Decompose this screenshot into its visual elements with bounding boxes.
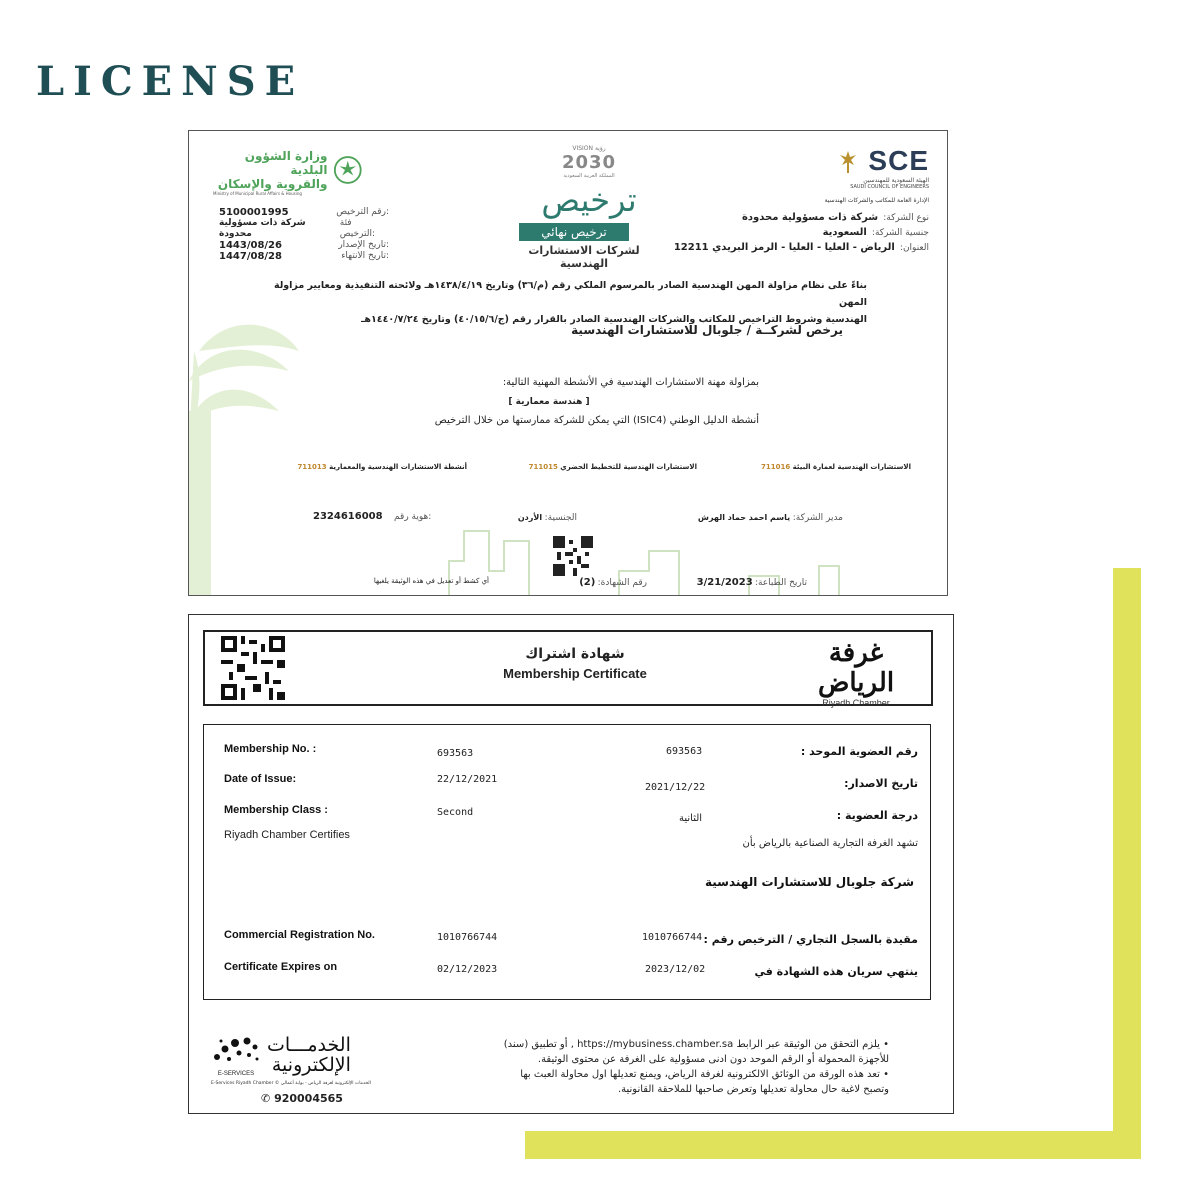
membership-class-value-ar: الثانية [679, 813, 703, 824]
void-note: أي كشط أو تعديل في هذه الوثيقة يلغيها [373, 577, 489, 585]
company-type-field: نوع الشركة: شركة ذات مسؤولية محدودة [741, 212, 929, 223]
sce-logo-block [789, 145, 929, 190]
chamber-logo-en: Riyadh Chamber [822, 698, 890, 708]
cr-number-value: 1010766744 [437, 932, 498, 943]
eservices-dots-icon [211, 1033, 261, 1067]
activity-item: أنشطة الاستشارات الهندسية والمعمارية 711013 [297, 463, 467, 471]
membership-no-value: 693563 [437, 748, 474, 759]
practice-line: بمزاولة مهنة الاستشارات الهندسية في الأنشطة المهنية التالية: [502, 377, 759, 388]
activity-name: [ هندسة معمارية ] [508, 397, 590, 407]
license-info-fields [219, 207, 389, 262]
cr-number-label-ar: مقيدة بالسجل التجاري / الترخيص رقم : [703, 933, 918, 946]
palm-swords-emblem-icon [834, 147, 862, 175]
final-license-badge: ترخيص نهائي [519, 223, 629, 241]
sce-logo-text: SCE [868, 145, 929, 176]
id-field: 2324616008 هوية رقم: [313, 511, 432, 522]
expiry-label-ar: ينتهي سريان هذه الشهادة في [754, 965, 918, 978]
company-name: شركة جلوبال للاستشارات الهندسية [704, 875, 914, 889]
expiry-label: Certificate Expires on [224, 961, 338, 973]
certificate-qr-code [221, 636, 285, 700]
issue-date-field: 1443/08/26 تاريخ الإصدار: [219, 240, 389, 251]
activity-item: الاستشارات الهندسية لعمارة البيئة 711016 [761, 463, 911, 471]
eservices-logo [211, 1033, 401, 1105]
palm-watermark [189, 311, 309, 596]
issue-date-label-ar: تاريخ الاصدار: [844, 777, 918, 790]
sce-name-ar: الهيئة السعودية للمهندسين [863, 177, 929, 184]
company-address-field: العنوان: الرياض - العليا - العليا - الرمز البريدي 12211 [673, 242, 929, 253]
ministry-name-line2: والقروية والإسكان [217, 177, 328, 191]
license-calligraphy: ترخيص [541, 181, 637, 219]
nationality-field: الجنسية: الأردن [517, 513, 577, 523]
license-document [188, 130, 948, 596]
licensee-line: يرخص لشركــة / جلوبال للاستشارات الهندسية [571, 323, 843, 337]
expiry-value: 02/12/2023 [437, 964, 498, 975]
ministry-name-line1: وزارة الشؤون البلدية [244, 149, 328, 177]
membership-no-label-ar: رقم العضوية الموحد : [800, 745, 918, 758]
cr-number-label: Commercial Registration No. [224, 929, 375, 941]
note-item: • تعد هذه الورقة من الوثائق الالكترونية لغرفة الرياض، ويمنع تعديلها اول محاولة العبث بها [520, 1069, 889, 1080]
chamber-logo-ar: غرفة الرياض [817, 638, 895, 698]
issue-date-label: Date of Issue: [224, 773, 297, 785]
eservices-ar-line1: الخدمـــات [267, 1034, 351, 1056]
license-class-field: شركة ذات مسؤولية محدودة فئة الترخيص: [219, 218, 376, 239]
cr-number-value-ar: 1010766744 [642, 932, 703, 943]
sce-name-en: SAUDI COUNCIL OF ENGINEERS [850, 184, 929, 190]
ministry-emblem-icon [333, 154, 363, 186]
verification-notes: • يلزم التحقق من الوثيقة عبر الرابط https://mybusiness.chamber.sa , أو تطبيق (سند) للأجهزة المحمولة أو الرقم الموحد دون ادنى مسؤولية على الغرفة عن محتوى الوثيقة. • تعد هذه الورقة من الوثائق الالكترونية لغرفة الرياض، ويمنع تعديلها اول محاولة العبث بها وتصبح لاغية حال محاولة تعديلها وتعرض صاحبها للملاحقة القانونية. [429, 1037, 889, 1097]
eservices-ar-line2: الإلكترونية [271, 1054, 351, 1076]
expiry-value-ar: 2023/12/02 [645, 964, 706, 975]
activity-item: الاستشارات الهندسية للتخطيط الحضري 711015 [528, 463, 697, 471]
ministry-name-en: Ministry of Municipal Rural Affairs & Housing [213, 191, 302, 196]
decorative-frame-horizontal [525, 1131, 1141, 1159]
issue-date-value-ar: 2021/12/22 [645, 782, 706, 793]
membership-class-value: Second [437, 807, 474, 818]
certificate-header [203, 630, 933, 706]
legal-basis-text: بناءً على نظام مزاولة المهن الهندسية الصادر بالمرسوم الملكي رقم (م/٣٦) وتاريخ ١٤٣٨/٤/١٩هـ ولائحته التنفيذية ومعايير مزاولة المهن الهندسية وشروط التراخيص للمكاتب والشركات الهندسية الصادر بالقرار رقم (ج/٤٠/١٥/٦) وتاريخ ١٤٤٠/٧/٢٤هـ [273, 280, 867, 325]
ministry-logo-block [213, 149, 363, 196]
riyadh-chamber-logo [791, 638, 921, 708]
issue-date-value: 22/12/2021 [437, 774, 498, 785]
license-number-field: 5100001995 رقم الترخيص: [219, 207, 389, 218]
certificate-number-field: رقم الشهادة: (2) [579, 577, 647, 588]
certifies-text-en: Riyadh Chamber Certifies [224, 829, 350, 841]
membership-class-label: Membership Class : [224, 804, 328, 816]
print-date-field: تاريخ الطباعة: 3/21/2023 [696, 577, 807, 588]
sce-department: الإدارة العامة للمكاتب والشركات الهندسية [824, 197, 929, 204]
expiry-date-field: 1447/08/28 تاريخ الانتهاء: [219, 251, 389, 262]
certificate-body [203, 724, 931, 1000]
phone-number: ✆ 920004565 [261, 1092, 343, 1105]
phone-icon: ✆ [261, 1092, 271, 1105]
manager-field: مدير الشركة: ياسم احمد حماد الهرش [697, 513, 843, 523]
license-qr-code [553, 536, 593, 576]
company-nationality-field: جنسية الشركة: السعودية [822, 227, 929, 238]
certificate-title-en: Membership Certificate [503, 666, 647, 681]
eservices-en: E-SERVICES [217, 1071, 255, 1077]
skyline-watermark [419, 521, 948, 596]
membership-certificate [188, 614, 954, 1114]
page-title: LICENSE [36, 58, 305, 105]
isic-line: أنشطة الدليل الوطني (ISIC4) التي يمكن للشركة ممارستها من خلال الترخيص [434, 415, 759, 426]
membership-class-label-ar: درجة العضوية : [836, 809, 918, 822]
eservices-caption: E-Services Riyadh Chamber © الخدمات الإلكترونية لغرفة الرياض - بوابة أعمالي [211, 1081, 371, 1086]
decorative-frame-vertical [1113, 568, 1141, 1159]
vision-2030-logo: VISION رؤية 2030 المملكة العربية السعودية [561, 145, 617, 179]
license-category: لشركات الاستشارات الهندسية [528, 244, 640, 270]
company-info-fields [669, 209, 929, 254]
membership-no-value-ar: 693563 [666, 746, 703, 757]
membership-no-label: Membership No. : [224, 743, 317, 755]
note-item: • يلزم التحقق من الوثيقة عبر الرابط https://mybusiness.chamber.sa , أو تطبيق (سند) [503, 1039, 889, 1050]
certifies-text-ar: تشهد الغرفة التجارية الصناعية بالرياض بأن [742, 838, 918, 849]
certificate-title-ar: شهادة اشتراك [525, 646, 625, 662]
